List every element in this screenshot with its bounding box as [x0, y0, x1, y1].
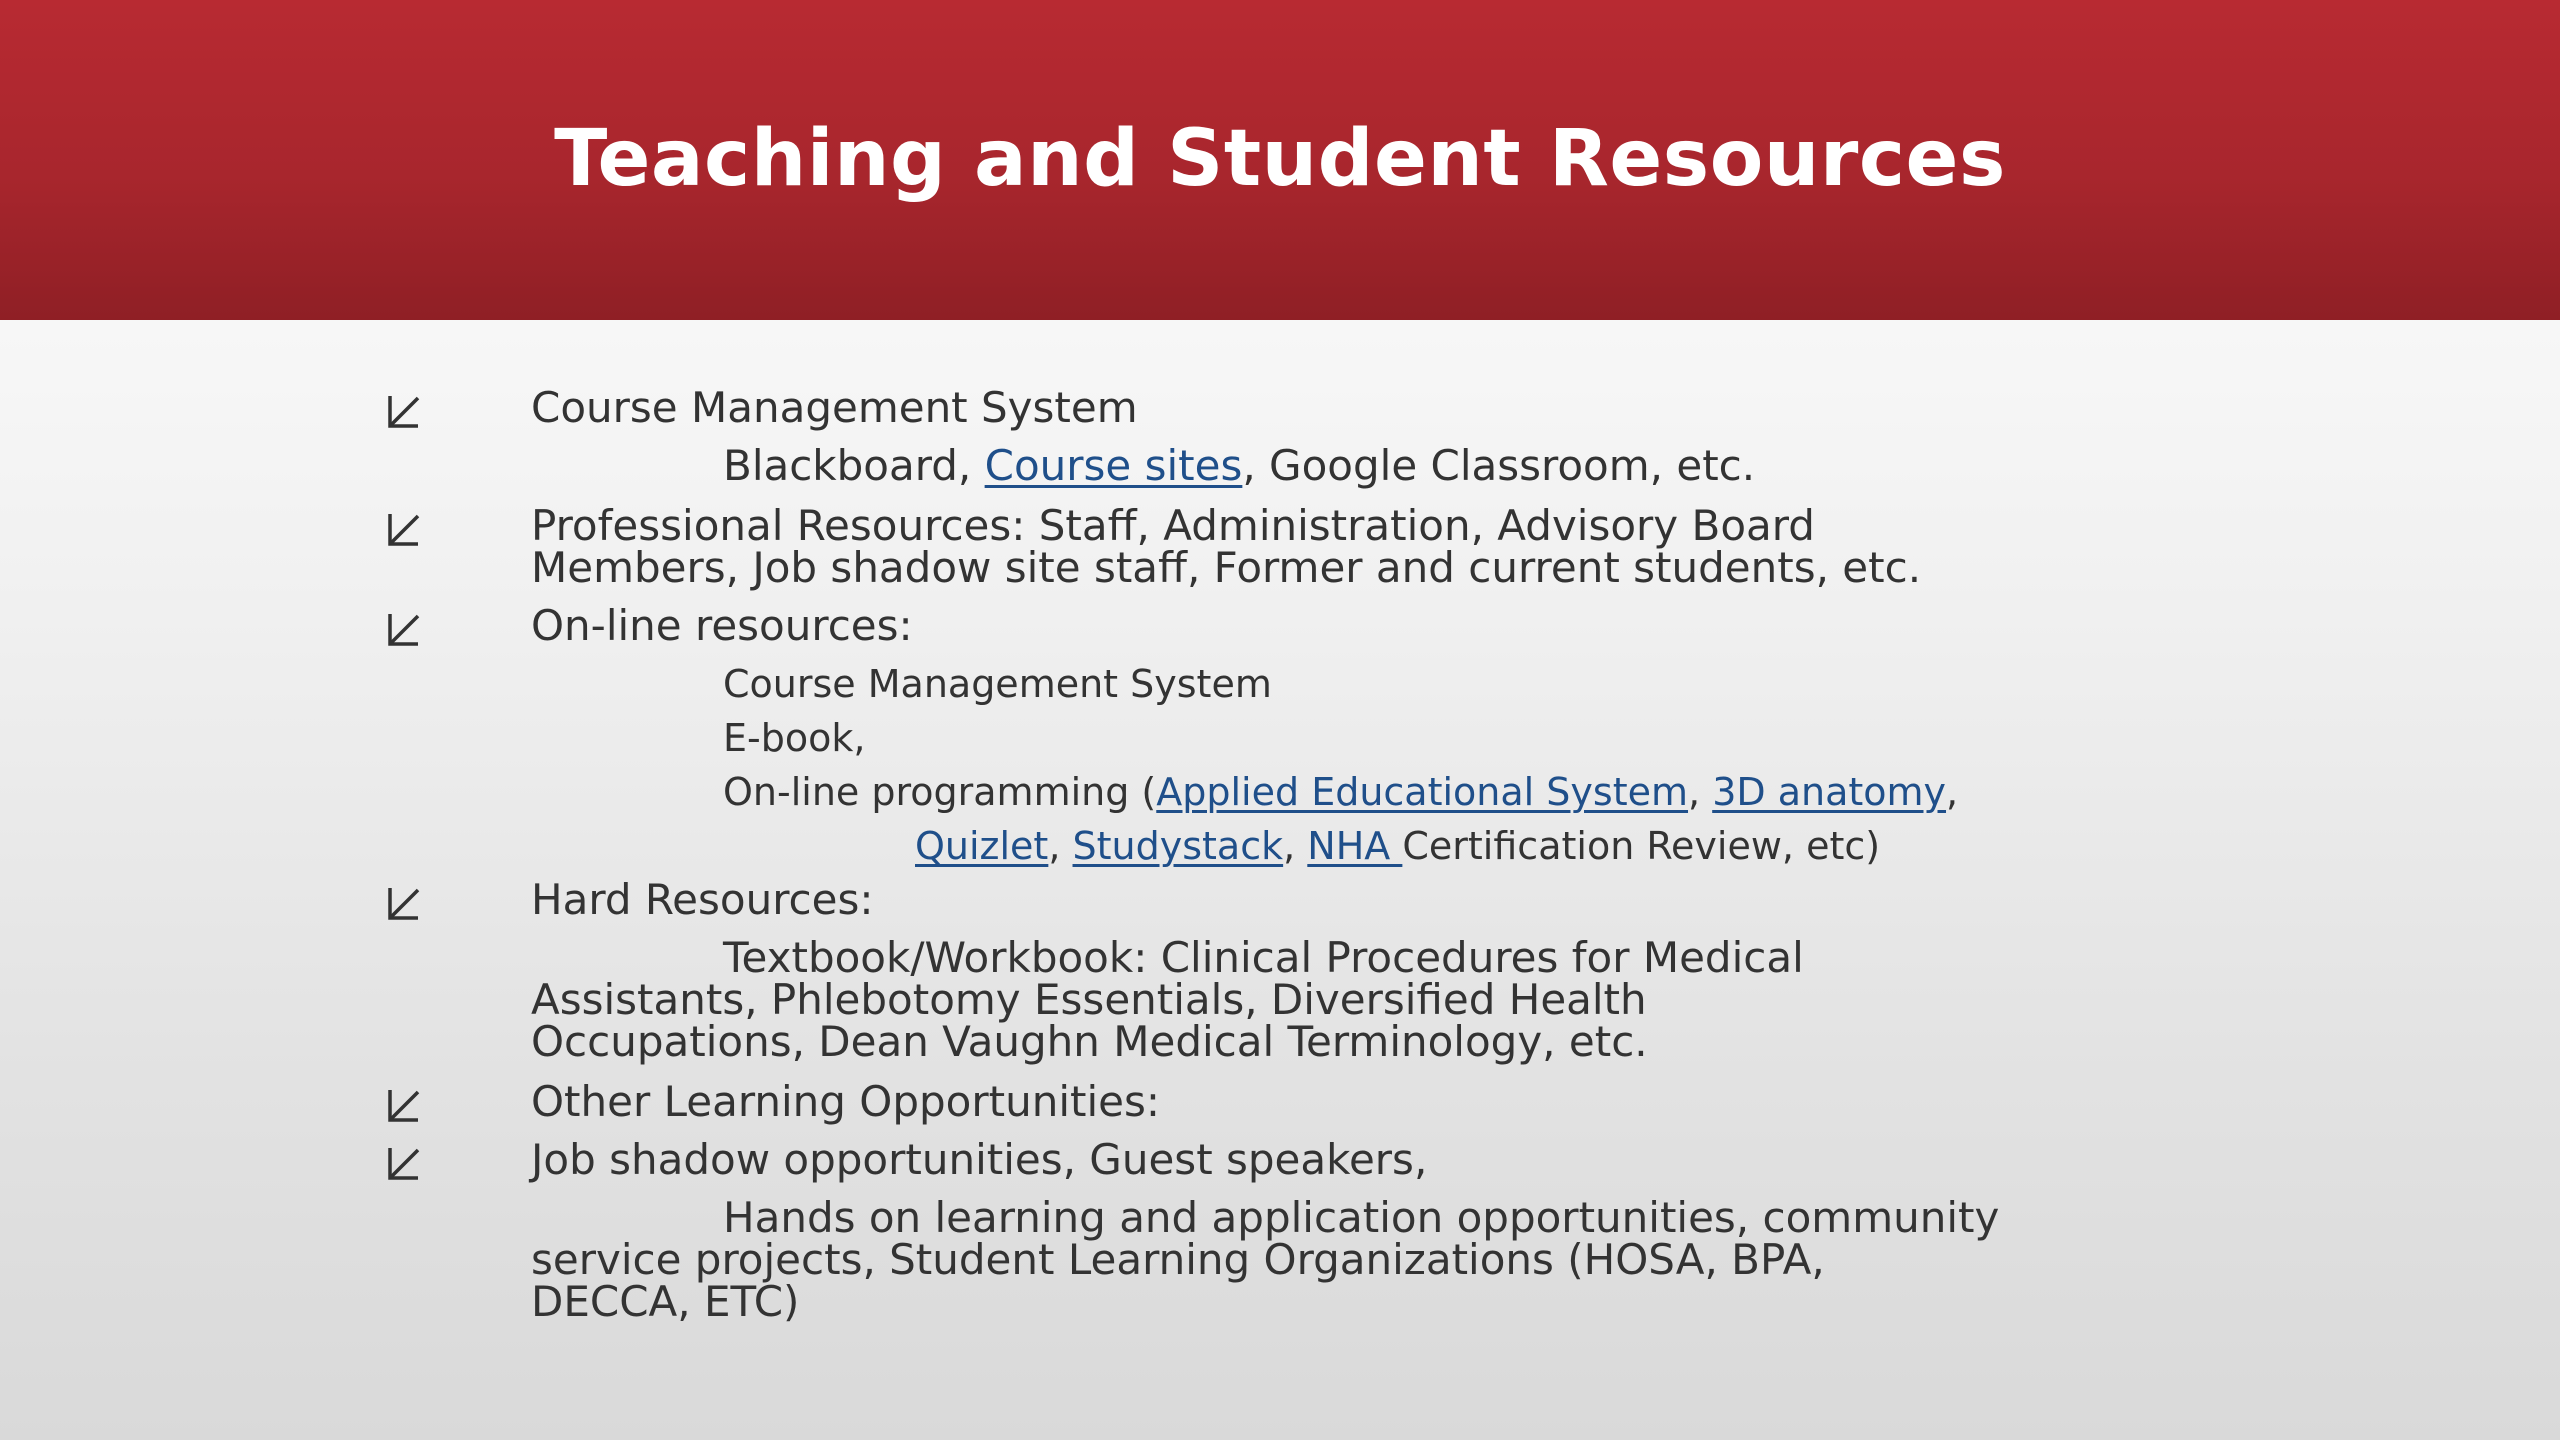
hard-line-2-text: Assistants, Phlebotomy Essentials, Diversified Health [531, 975, 1647, 1024]
job-shadow-text: Job shadow opportunities, Guest speakers, [531, 1135, 1428, 1184]
online-prog-text-a: On-line programming ( [723, 770, 1157, 814]
hands-line-2-text: service projects, Student Learning Organizations (HOSA, BPA, [531, 1235, 1825, 1284]
hard-line-1-text: Textbook/Workbook: Clinical Procedures for Medical [723, 933, 1804, 982]
3d-anatomy-link[interactable]: 3D anatomy [1712, 770, 1947, 814]
separator: , [1283, 824, 1308, 868]
arrow-down-right-icon [384, 884, 424, 924]
nha-link[interactable]: NHA [1307, 824, 1403, 868]
cms-text-a: Blackboard, [723, 441, 985, 490]
course-sites-link[interactable]: Course sites [984, 441, 1243, 490]
arrow-down-right-icon [384, 392, 424, 432]
applied-educational-system-link[interactable]: Applied Educational System [1156, 770, 1689, 814]
separator: , [1048, 824, 1073, 868]
slide-title: Teaching and Student Resources [554, 114, 2006, 204]
separator: , [1946, 770, 1959, 814]
quizlet-link[interactable]: Quizlet [915, 824, 1049, 868]
other-heading: Other Learning Opportunities: [531, 1077, 1161, 1126]
arrow-down-right-icon [384, 1086, 424, 1126]
arrow-down-right-icon [384, 510, 424, 550]
online-cms-text: Course Management System [723, 662, 1272, 706]
cms-examples-text [723, 441, 1756, 490]
studystack-link[interactable]: Studystack [1072, 824, 1284, 868]
online-heading: On-line resources: [531, 601, 913, 650]
professional-line-2: Members, Job shadow site staff, Former and current students, etc. [531, 543, 1922, 592]
hard-heading: Hard Resources: [531, 875, 874, 924]
hard-line-3-text: Occupations, Dean Vaughn Medical Terminology, etc. [531, 1017, 1648, 1066]
cms-heading: Course Management System [531, 383, 1138, 432]
professional-line-1: Professional Resources: Staff, Administration, Advisory Board [531, 501, 1815, 550]
arrow-down-right-icon [384, 1144, 424, 1184]
online-ebook-text: E-book, [723, 716, 866, 760]
arrow-down-right-icon [384, 610, 424, 650]
hands-line-1-text: Hands on learning and application opportunities, community [723, 1193, 2000, 1242]
separator: , [1688, 770, 1713, 814]
online-programming-cont-text [915, 824, 1880, 868]
online-programming-text [723, 770, 1958, 814]
online-prog-text-b: Certification Review, etc) [1402, 824, 1881, 868]
hands-line-3-text: DECCA, ETC) [531, 1277, 800, 1326]
cms-text-b: , Google Classroom, etc. [1242, 441, 1756, 490]
